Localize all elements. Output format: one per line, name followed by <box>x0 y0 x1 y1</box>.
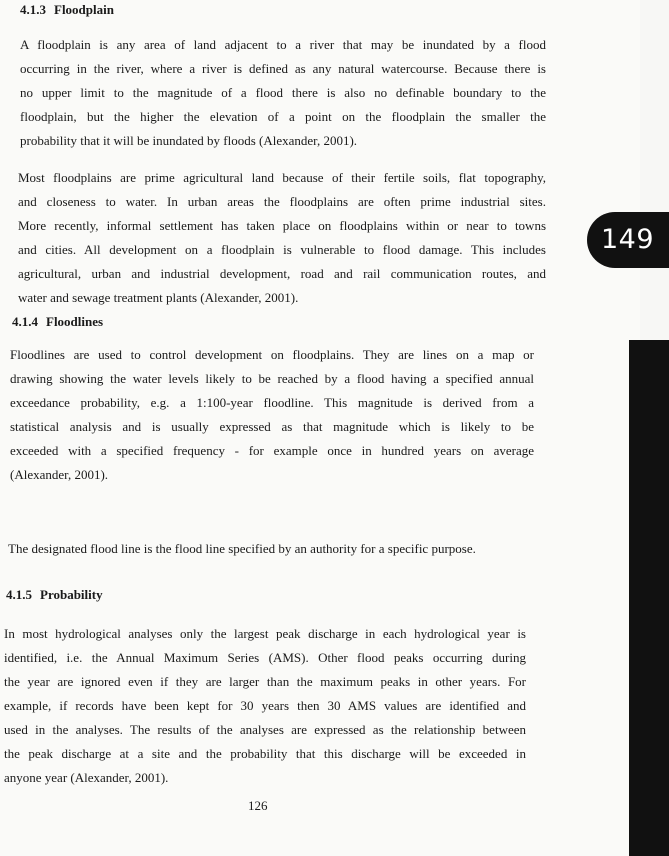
text-line: floodplain, but the higher the elevation of a point on the floodplain the smaller the <box>20 109 546 124</box>
text-line: (Alexander, 2001). <box>10 467 109 482</box>
section-title: Floodlines <box>46 314 104 329</box>
section-title: Probability <box>40 587 103 602</box>
section-number: 4.1.5 <box>6 587 32 602</box>
section-heading-floodplain <box>20 2 114 18</box>
text-line: statistical analysis and is usually expressed as that magnitude which is likely to be <box>10 419 534 434</box>
section-title: Floodplain <box>54 2 114 17</box>
page-number-tab <box>587 212 669 268</box>
paragraph <box>18 166 546 310</box>
text-line: drawing showing the water levels likely to be reached by a flood having a specified annual <box>10 371 534 386</box>
text-line: example, if records have been kept for 30 years then 30 AMS values are identified and <box>4 698 526 713</box>
section-heading-floodlines <box>12 314 103 330</box>
section-number: 4.1.4 <box>12 314 38 329</box>
text-line: In most hydrological analyses only the largest peak discharge in each hydrological year is <box>4 626 526 641</box>
text-line: occurring in the river, where a river is defined as any natural watercourse. Because there is <box>20 61 546 76</box>
text-line: the peak discharge at a site and the probability that this discharge will be exceeded in <box>4 746 526 761</box>
text-line: exceedance probability, e.g. a 1:100-year floodline. This magnitude is derived from a <box>10 395 534 410</box>
book-spine-shadow <box>629 340 669 856</box>
section-number: 4.1.3 <box>20 2 46 17</box>
text-line: The designated flood line is the flood line specified by an authority for a specific purpose. <box>8 541 476 556</box>
text-line: exceeded with a specified frequency - for example once in hundred years on average <box>10 443 534 458</box>
text-line: probability that it will be inundated by floods (Alexander, 2001). <box>20 133 358 148</box>
paragraph <box>4 622 526 790</box>
paragraph <box>10 343 534 487</box>
text-line: no upper limit to the magnitude of a flood there is also no definable boundary to the <box>20 85 546 100</box>
text-line: water and sewage treatment plants (Alexander, 2001). <box>18 290 299 305</box>
text-line: Most floodplains are prime agricultural land because of their fertile soils, flat topography, <box>18 170 546 185</box>
section-heading-probability <box>6 587 103 603</box>
text-line: identified, i.e. the Annual Maximum Series (AMS). Other flood peaks occurring during <box>4 650 526 665</box>
text-line: used in the analyses. The results of the analyses are expressed as the relationship between <box>4 722 526 737</box>
text-line: and cities. All development on a floodplain is vulnerable to flood damage. This includes <box>18 242 546 257</box>
tab-page-number: 149 <box>601 224 655 255</box>
text-line: and closeness to water. In urban areas the floodplains are often prime industrial sites. <box>18 194 546 209</box>
text-line: More recently, informal settlement has taken place on floodplains within or near to towns <box>18 218 546 233</box>
page-number: 126 <box>248 798 268 813</box>
text-line: anyone year (Alexander, 2001). <box>4 770 169 785</box>
paragraph <box>20 33 546 153</box>
text-line: the year are ignored even if they are larger than the maximum peaks in other years. For <box>4 674 526 689</box>
text-line: A floodplain is any area of land adjacent to a river that may be inundated by a flood <box>20 37 546 52</box>
paragraph <box>8 537 538 561</box>
text-line: agricultural, urban and industrial development, road and rail communication routes, and <box>18 266 546 281</box>
text-line: Floodlines are used to control development on floodplains. They are lines on a map or <box>10 347 534 362</box>
